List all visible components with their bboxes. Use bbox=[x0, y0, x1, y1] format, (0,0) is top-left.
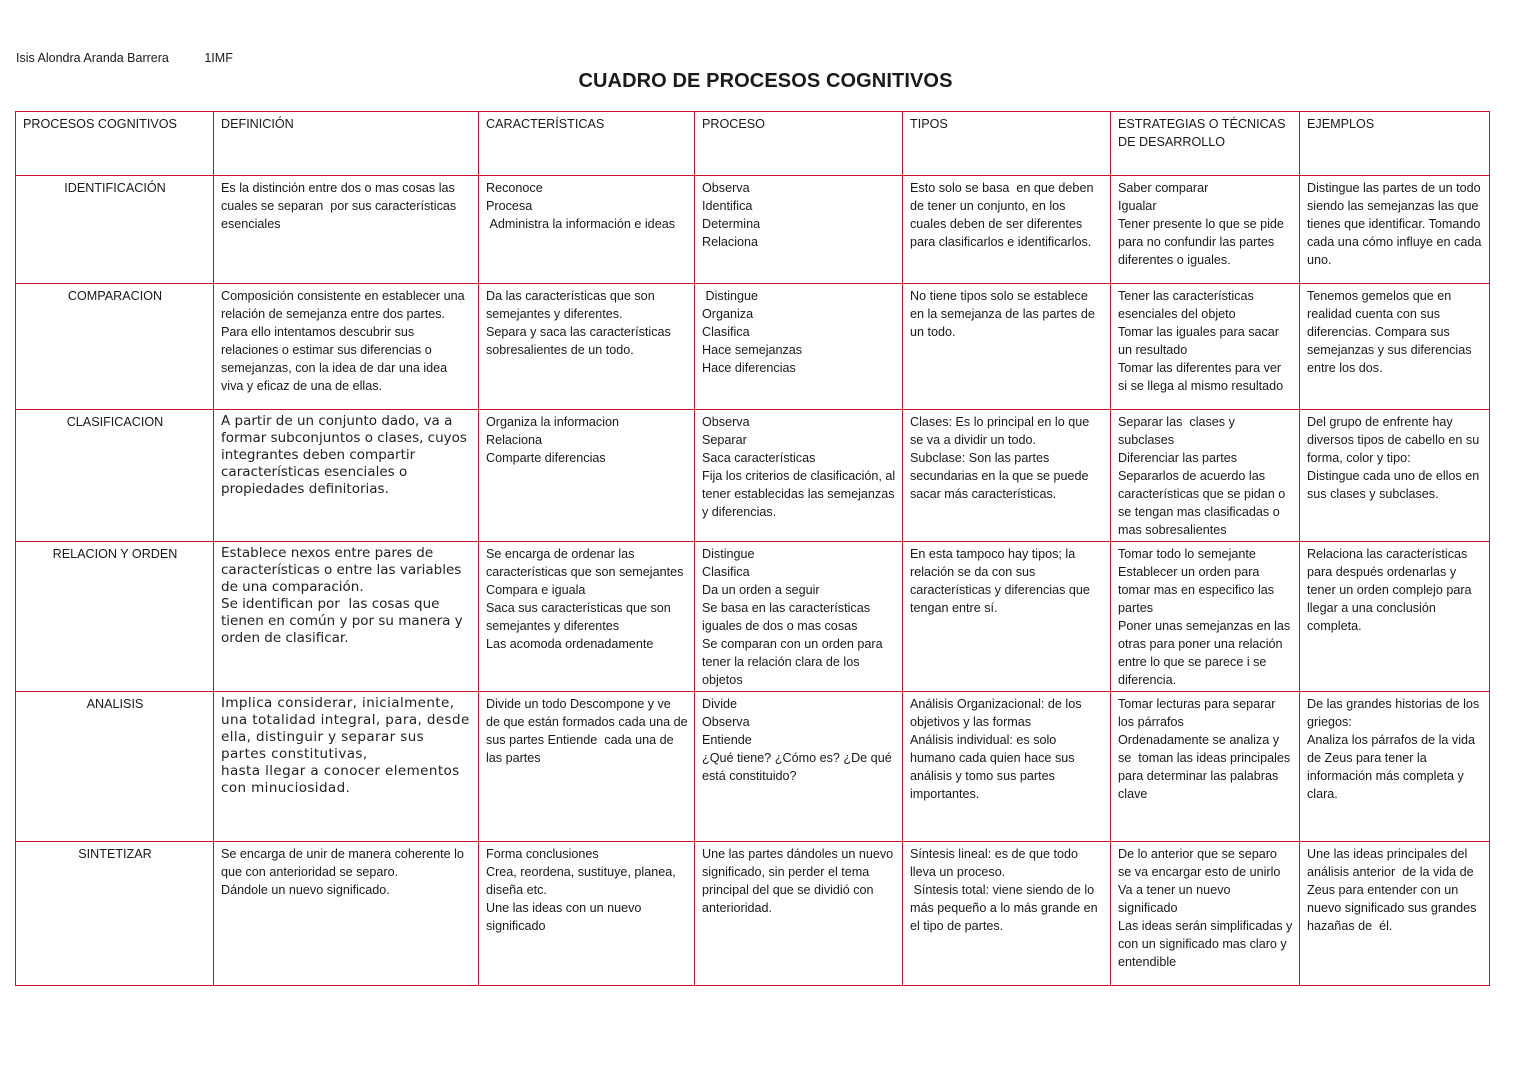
cell-line: Da las características que son semejantes y diferentes. bbox=[486, 289, 659, 321]
header-cell: PROCESOS COGNITIVOS bbox=[16, 112, 214, 176]
cell-line: Esto solo se basa en que deben de tener un conjunto, en los cuales deben de ser diferentes para clasificarlos e identificarlos. bbox=[910, 181, 1097, 249]
table-row bbox=[16, 410, 1490, 542]
process-steps-cell bbox=[695, 542, 903, 692]
cell-line: Administra la información e ideas bbox=[486, 217, 675, 231]
cell-line: Tener las características esenciales del objeto bbox=[1118, 289, 1258, 321]
characteristics-cell bbox=[479, 176, 695, 284]
definition-cell bbox=[214, 176, 479, 284]
cell-line: Composición consistente en establecer una relación de semejanza entre dos partes. Para ello intentamos descubrir sus relaciones o estimar sus diferencias o semejanzas, con la idea de dar una idea viva y eficaz de una de ellas. bbox=[221, 289, 469, 393]
cell-line: Del grupo de enfrente hay diversos tipos de cabello en su forma, color y tipo: bbox=[1307, 415, 1483, 465]
cell-line: Procesa bbox=[486, 199, 533, 213]
cell-line: Analiza los párrafos de la vida de Zeus para tener la información más completa y clara. bbox=[1307, 733, 1479, 801]
definition-cell bbox=[214, 410, 479, 542]
cell-line: Compara e iguala bbox=[486, 583, 586, 597]
cell-line: Separarlos de acuerdo las características que se pidan o se tengan mas clasificadas o mas sobresalientes bbox=[1118, 469, 1289, 537]
definition-cell bbox=[214, 284, 479, 410]
types-cell bbox=[903, 176, 1111, 284]
cell-line: Se encarga de unir de manera coherente lo que con anterioridad se separo. bbox=[221, 847, 468, 879]
cell-line: Separa y saca las características sobresalientes de un todo. bbox=[486, 325, 675, 357]
cell-line: Une las ideas principales del análisis anterior de la vida de Zeus para entender con un nuevo significado sus grandes hazañas de él. bbox=[1307, 847, 1480, 933]
strategies-cell bbox=[1111, 542, 1300, 692]
cell-line: Observa bbox=[702, 415, 750, 429]
cell-line: Es la distinción entre dos o mas cosas las cuales se separan por sus características esenciales bbox=[221, 181, 460, 231]
cell-line: Diferenciar las partes bbox=[1118, 451, 1237, 465]
header-row bbox=[16, 112, 1490, 176]
cell-line: ¿Qué tiene? ¿Cómo es? ¿De qué está constituido? bbox=[702, 751, 896, 783]
types-cell bbox=[903, 410, 1111, 542]
characteristics-cell bbox=[479, 284, 695, 410]
cell-line: Organiza la informacion bbox=[486, 415, 619, 429]
cell-line: Ordenadamente se analiza y se toman las ideas principales para determinar las palabras clave bbox=[1118, 733, 1294, 801]
cell-line: Identifica bbox=[702, 199, 753, 213]
process-name-cell: CLASIFICACION bbox=[16, 410, 214, 542]
characteristics-cell bbox=[479, 692, 695, 842]
cell-line: Saber comparar bbox=[1118, 181, 1209, 195]
cell-line: Observa bbox=[702, 715, 750, 729]
cell-line: En esta tampoco hay tipos; la relación se da con sus características y diferencias que tengan entre sí. bbox=[910, 547, 1094, 615]
cell-line: Observa bbox=[702, 181, 750, 195]
strategies-cell bbox=[1111, 692, 1300, 842]
table-row bbox=[16, 284, 1490, 410]
cell-line: Organiza bbox=[702, 307, 754, 321]
cell-line: Tomar lecturas para separar los párrafos bbox=[1118, 697, 1279, 729]
examples-cell bbox=[1300, 542, 1490, 692]
process-name-cell: COMPARACION bbox=[16, 284, 214, 410]
cell-line: Igualar bbox=[1118, 199, 1157, 213]
table-row bbox=[16, 842, 1490, 986]
cell-line: Distingue cada uno de ellos en sus clases y subclases. bbox=[1307, 469, 1483, 501]
cell-line: No tiene tipos solo se establece en la semejanza de las partes de un todo. bbox=[910, 289, 1099, 339]
strategies-cell bbox=[1111, 410, 1300, 542]
definition-cell bbox=[214, 842, 479, 986]
header-cell: PROCESO bbox=[695, 112, 903, 176]
process-steps-cell bbox=[695, 176, 903, 284]
cell-line: Síntesis total: viene siendo de lo más pequeño a lo más grande en el tipo de partes. bbox=[910, 883, 1102, 933]
cell-line: hasta llegar a conocer elementos con minuciosidad. bbox=[221, 763, 465, 796]
cell-line: Se basa en las características iguales de dos o mas cosas bbox=[702, 601, 874, 633]
cognitive-processes-table bbox=[15, 111, 1490, 986]
process-steps-cell bbox=[695, 692, 903, 842]
examples-cell bbox=[1300, 176, 1490, 284]
cell-line: Separar las clases y subclases bbox=[1118, 415, 1239, 447]
cell-line: Análisis Organizacional: de los objetivos y las formas bbox=[910, 697, 1086, 729]
cell-line: Clasifica bbox=[702, 325, 750, 339]
table-row bbox=[16, 692, 1490, 842]
cell-line: Poner unas semejanzas en las otras para poner una relación entre lo que se parece i se diferencia. bbox=[1118, 619, 1294, 687]
cell-line: Se comparan con un orden para tener la relación clara de los objetos bbox=[702, 637, 887, 687]
table-row bbox=[16, 176, 1490, 284]
cell-line: Forma conclusiones bbox=[486, 847, 599, 861]
header-cell: EJEMPLOS bbox=[1300, 112, 1490, 176]
cell-line: Relaciona bbox=[486, 433, 543, 447]
strategies-cell bbox=[1111, 842, 1300, 986]
cell-line: Clases: Es lo principal en lo que se va a dividir un todo. bbox=[910, 415, 1093, 447]
examples-cell bbox=[1300, 284, 1490, 410]
cell-line: Va a tener un nuevo significado bbox=[1118, 883, 1234, 915]
cell-line: Distingue bbox=[702, 289, 759, 303]
process-steps-cell bbox=[695, 842, 903, 986]
cell-line: Une las partes dándoles un nuevo significado, sin perder el tema principal del que se dividió con anterioridad. bbox=[702, 847, 897, 915]
author-line bbox=[16, 51, 233, 65]
cell-line: Subclase: Son las partes secundarias en la que se puede sacar más características. bbox=[910, 451, 1093, 501]
cell-line: Une las ideas con un nuevo significado bbox=[486, 901, 645, 933]
cell-line: Se encarga de ordenar las características que son semejantes bbox=[486, 547, 684, 579]
examples-cell bbox=[1300, 842, 1490, 986]
header-cell: TIPOS bbox=[903, 112, 1111, 176]
cell-line: Tenemos gemelos que en realidad cuenta con sus diferencias. Compara sus semejanzas y sus diferencias entre los dos. bbox=[1307, 289, 1475, 375]
cell-line: Síntesis lineal: es de que todo lleva un proceso. bbox=[910, 847, 1082, 879]
table-row bbox=[16, 542, 1490, 692]
cell-line: Relaciona las características para después ordenarlas y tener un orden complejo para llegar a una conclusión completa. bbox=[1307, 547, 1476, 633]
cell-line: Establecer un orden para tomar mas en especifico las partes bbox=[1118, 565, 1278, 615]
cell-line: Determina bbox=[702, 217, 761, 231]
process-name-cell: ANALISIS bbox=[16, 692, 214, 842]
process-name-cell: IDENTIFICACIÓN bbox=[16, 176, 214, 284]
header-cell: ESTRATEGIAS O TÉCNICAS DE DESARROLLO bbox=[1111, 112, 1300, 176]
types-cell bbox=[903, 284, 1111, 410]
header-cell: DEFINICIÓN bbox=[214, 112, 479, 176]
cell-line: Implica considerar, inicialmente, una totalidad integral, para, desde ella, distinguir y separar sus partes constitutivas, bbox=[221, 695, 475, 762]
cell-line: Se identifican por las cosas que tienen en común y por su manera y orden de clasificar. bbox=[221, 596, 467, 646]
types-cell bbox=[903, 842, 1111, 986]
cell-line: De lo anterior que se separo se va encargar esto de unirlo bbox=[1118, 847, 1281, 879]
cell-line: Establece nexos entre pares de características o entre las variables de una comparación. bbox=[221, 545, 466, 595]
examples-cell bbox=[1300, 692, 1490, 842]
cell-line: Relaciona bbox=[702, 235, 759, 249]
cell-line: Tomar todo lo semejante bbox=[1118, 547, 1256, 561]
definition-cell bbox=[214, 692, 479, 842]
cell-line: Clasifica bbox=[702, 565, 750, 579]
process-steps-cell bbox=[695, 410, 903, 542]
cell-line: Reconoce bbox=[486, 181, 543, 195]
cell-line: De las grandes historias de los griegos: bbox=[1307, 697, 1483, 729]
types-cell bbox=[903, 692, 1111, 842]
page-title: CUADRO DE PROCESOS COGNITIVOS bbox=[578, 70, 953, 92]
cell-line: Saca sus características que son semejantes y diferentes bbox=[486, 601, 675, 633]
cell-line: Fija los criterios de clasificación, al tener establecidas las semejanzas y diferencias. bbox=[702, 469, 899, 519]
cell-line: Hace diferencias bbox=[702, 361, 796, 375]
cell-line: Tomar las iguales para sacar un resultado bbox=[1118, 325, 1283, 357]
cell-line: Crea, reordena, sustituye, planea, diseña etc. bbox=[486, 865, 680, 897]
cell-line: Las acomoda ordenadamente bbox=[486, 637, 654, 651]
cell-line: A partir de un conjunto dado, va a formar subconjuntos o clases, cuyos integrantes deben compartir características esenciales o propiedades definitorias. bbox=[221, 413, 472, 497]
cell-line: Análisis individual: es solo humano cada quien hace sus análisis y tomo sus partes importantes. bbox=[910, 733, 1079, 801]
cell-line: Dándole un nuevo significado. bbox=[221, 883, 390, 897]
characteristics-cell bbox=[479, 410, 695, 542]
cell-line: Da un orden a seguir bbox=[702, 583, 820, 597]
author-group: 1IMF bbox=[204, 51, 233, 65]
cell-line: Entiende bbox=[702, 733, 752, 747]
cell-line: Distingue bbox=[702, 547, 755, 561]
cell-line: Separar bbox=[702, 433, 747, 447]
process-steps-cell bbox=[695, 284, 903, 410]
types-cell bbox=[903, 542, 1111, 692]
examples-cell bbox=[1300, 410, 1490, 542]
header-cell: CARACTERÍSTICAS bbox=[479, 112, 695, 176]
strategies-cell bbox=[1111, 176, 1300, 284]
cell-line: Comparte diferencias bbox=[486, 451, 606, 465]
characteristics-cell bbox=[479, 842, 695, 986]
characteristics-cell bbox=[479, 542, 695, 692]
cell-line: Saca características bbox=[702, 451, 816, 465]
cell-line: Las ideas serán simplificadas y con un significado mas claro y entendible bbox=[1118, 919, 1296, 969]
process-name-cell: SINTETIZAR bbox=[16, 842, 214, 986]
strategies-cell bbox=[1111, 284, 1300, 410]
process-name-cell: RELACION Y ORDEN bbox=[16, 542, 214, 692]
cell-line: Tomar las diferentes para ver si se llega al mismo resultado bbox=[1118, 361, 1285, 393]
cell-line: Distingue las partes de un todo siendo las semejanzas las que tienes que identificar. Tomando cada una cómo influye en cada uno. bbox=[1307, 181, 1485, 267]
definition-cell bbox=[214, 542, 479, 692]
cell-line: Divide bbox=[702, 697, 737, 711]
author-name: Isis Alondra Aranda Barrera bbox=[16, 51, 169, 65]
cell-line: Hace semejanzas bbox=[702, 343, 803, 357]
cell-line: Divide un todo Descompone y ve de que están formados cada una de sus partes Entiende cada una de las partes bbox=[486, 697, 692, 765]
cell-line: Tener presente lo que se pide para no confundir las partes diferentes o iguales. bbox=[1118, 217, 1288, 267]
